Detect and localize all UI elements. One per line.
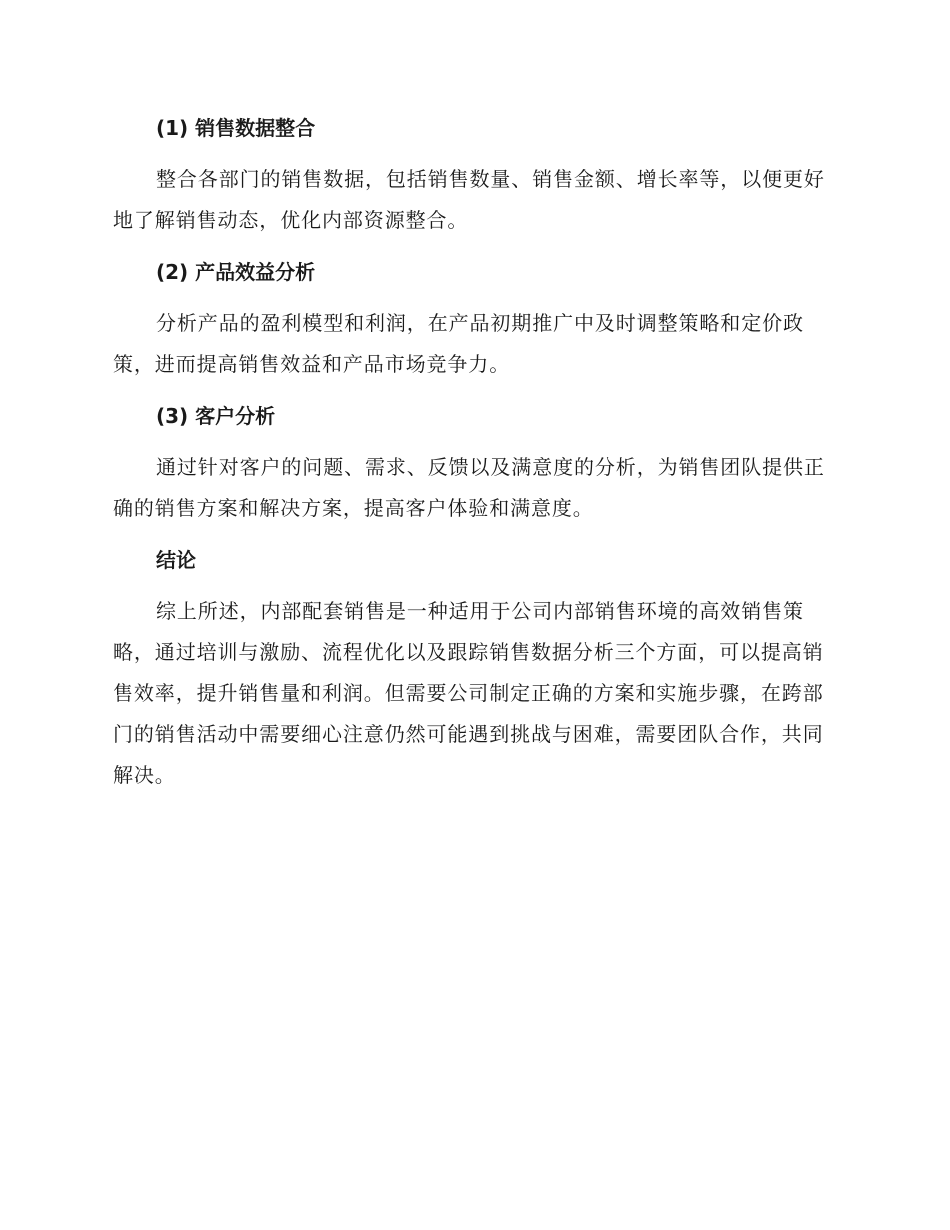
section-paragraph-product-benefit: 分析产品的盈利模型和利润，在产品初期推广中及时调整策略和定价政策，进而提高销售效益和产品市场竞争力。 xyxy=(113,311,804,376)
section-heading-customer-analysis: (3) 客户分析 xyxy=(156,404,276,428)
document-page xyxy=(113,108,833,807)
section-heading-conclusion: 结论 xyxy=(156,548,196,572)
section-paragraph-customer-analysis: 通过针对客户的问题、需求、反馈以及满意度的分析，为销售团队提供正确的销售方案和解决方案，提高客户体验和满意度。 xyxy=(113,455,825,520)
section-heading-product-benefit: (2) 产品效益分析 xyxy=(156,260,316,284)
section-heading-sales-data: (1) 销售数据整合 xyxy=(156,116,316,140)
section-paragraph-sales-data: 整合各部门的销售数据，包括销售数量、销售金额、增长率等，以便更好地了解销售动态，优化内部资源整合。 xyxy=(113,167,825,232)
section-paragraph-conclusion: 综上所述，内部配套销售是一种适用于公司内部销售环境的高效销售策略，通过培训与激励、流程优化以及跟踪销售数据分析三个方面，可以提高销售效率，提升销售量和利润。但需要公司制定正确的方案和实施步骤，在跨部门的销售活动中需要细心注意仍然可能遇到挑战与困难，需要团队合作，共同解决。 xyxy=(113,599,824,787)
